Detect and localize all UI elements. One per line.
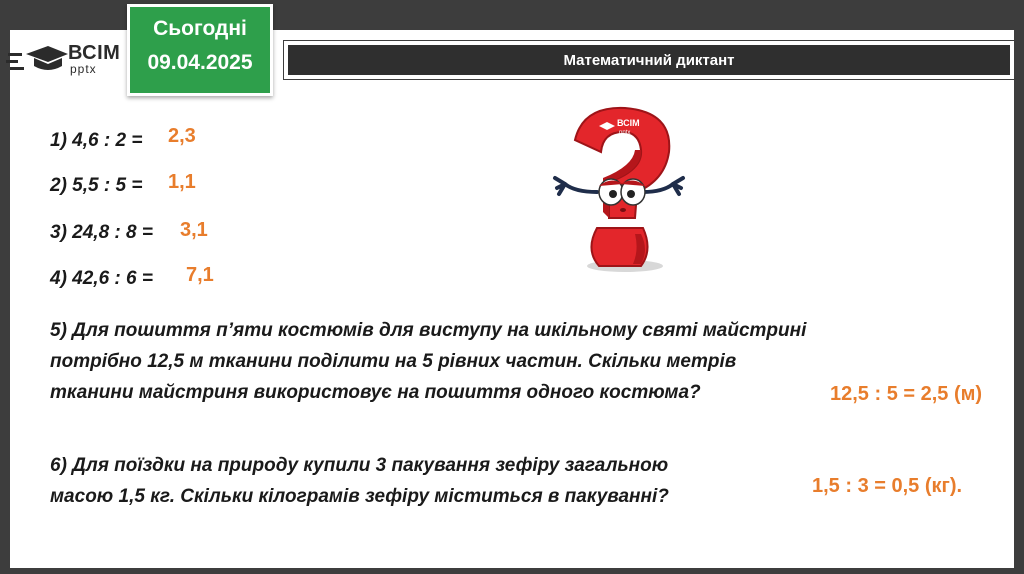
task-6-answer: 1,5 : 3 = 0,5 (кг). — [812, 475, 963, 497]
date-badge — [127, 4, 273, 96]
graduation-cap-icon — [6, 40, 70, 80]
question-2: 2) 5,5 : 5 = — [50, 175, 143, 196]
task-6-line-2: масою 1,5 кг. Скільки кілограмів зефіру міститься в пакуванні? — [50, 486, 669, 507]
svg-text:pptx: pptx — [619, 130, 631, 136]
answer-1: 2,3 — [168, 125, 196, 147]
answer-4: 7,1 — [186, 264, 214, 286]
question-4: 4) 42,6 : 6 = — [50, 268, 153, 289]
task-6-line-1: 6) Для поїздки на природу купили 3 пакування зефіру загальною — [50, 455, 669, 476]
task-5-answer: 12,5 : 5 = 2,5 (м) — [830, 383, 983, 405]
task-5-line-2: потрібно 12,5 м тканини поділити на 5 рівних частин. Скільки метрів — [50, 351, 737, 372]
logo-name: ВСІМ — [68, 42, 121, 64]
date-value: 09.04.2025 — [147, 51, 253, 74]
task-5-line-3: тканини майстриня використовує на пошиття одного костюма? — [50, 382, 701, 403]
answer-2: 1,1 — [168, 171, 196, 193]
page-title: Математичний диктант — [288, 45, 1010, 75]
date-label: Сьогодні — [153, 17, 247, 40]
svg-text:ВСІМ: ВСІМ — [617, 118, 640, 128]
question-3: 3) 24,8 : 8 = — [50, 222, 153, 243]
title-bar — [283, 40, 1015, 80]
question-1: 1) 4,6 : 2 = — [50, 130, 143, 151]
answer-3: 3,1 — [180, 219, 208, 241]
task-5-line-1: 5) Для пошиття п’яти костюмів для виступу на шкільному святі майстрині — [50, 320, 807, 341]
question-mark-character-icon — [545, 100, 690, 275]
logo-sub: pptx — [70, 62, 97, 76]
